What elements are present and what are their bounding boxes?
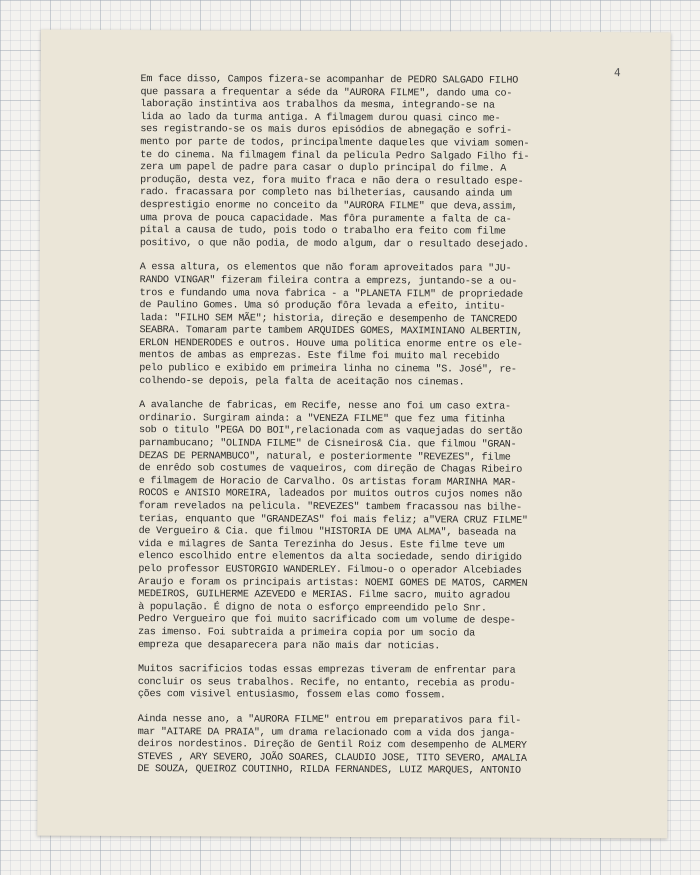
text-line: deiros nordestinos. Direção de Gentil Roiz com desempenho de ALMERY bbox=[137, 739, 527, 752]
text-line: de Paulino Gomes. Uma só produção fôra levada a efeito, intitu- bbox=[139, 300, 506, 313]
page-number: 4 bbox=[613, 66, 621, 80]
text-line: elenco escolhido entre elementos da alta sociedade, sendo dirigido bbox=[138, 551, 522, 565]
typewritten-page bbox=[37, 30, 671, 839]
text-line: terias, enquanto que "GRANDEZAS" foi mais feliz; a"VERA CRUZ FILME" bbox=[138, 513, 528, 527]
text-line: laboração instintiva aos trabalhos da mesma, integrando-se na bbox=[140, 99, 495, 112]
text-line: ERLON HENDERODES e outros. Houve uma politica enorme entre os ele- bbox=[139, 337, 523, 351]
text-line: parnambucano; "OLINDA FILME" de Cisneiros& Cia. que filmou "GRAN- bbox=[138, 438, 517, 451]
paragraph bbox=[139, 262, 640, 390]
paragraph bbox=[138, 400, 639, 654]
paragraph bbox=[138, 664, 638, 704]
text-line: de Vergueiro & Cia. que filmou "HISTORIA DE UMA ALMA", baseada na bbox=[138, 526, 517, 539]
text-line: MEDEIROS, GUILHERME AZEVEDO e MERIAS. Filme sacro, muito agradou bbox=[138, 589, 510, 602]
text-line: produção, desta vez, fora muito fraca e não dera o resultado espe- bbox=[140, 174, 524, 188]
text-line: Muitos sacrificios todas essas emprezas tiveram de enfrentar para bbox=[137, 664, 516, 677]
text-line: empreza que desaparecera para não mais dar noticias. bbox=[138, 639, 441, 652]
text-line: tros e fundando uma nova fabrica - a "PLANETA FILM" de propriedade bbox=[139, 287, 523, 301]
text-line: Araujo e foram os principais artistas: NOEMI GOMES DE MATOS, CARMEN bbox=[138, 576, 528, 590]
text-line: ROCOS e ANISIO MOREIRA, ladeados por muitos outros cujos nomes não bbox=[138, 488, 523, 502]
text-line: colhendo-se depois, pela falta de aceitação nos cinemas. bbox=[139, 375, 465, 389]
text-line: positivo, o que não podia, de modo algum, dar o resultado desejado. bbox=[139, 237, 529, 251]
text-line: ções com visivel entusiasmo, fossem elas como fossem. bbox=[137, 689, 446, 702]
text-line: de enrêdo sob costumes de vaqueiros, com direção de Chagas Ribeiro bbox=[138, 463, 523, 476]
text-line: SEABRA. Tomaram parte tambem ARQUIDES GOMES, MAXIMINIANO ALBERTIN, bbox=[139, 325, 523, 339]
text-line: lida ao lado da turma antiga. A filmagem durou quasi cinco me- bbox=[140, 111, 501, 125]
text-line: uma prova de pouca capacidade. Mas fôra puramente a falta de ca- bbox=[139, 212, 512, 226]
text-line: zera um papel de padre para casar o duplo principal do filme. A bbox=[140, 162, 507, 175]
text-line: e filmagem de Horacio de Carvalho. Os artistas foram MARINHA MAR- bbox=[138, 475, 517, 489]
paragraph bbox=[138, 714, 638, 779]
text-line: sob o titulo "PEGA DO BOI",relacionada com as vaquejadas do sertão bbox=[138, 425, 523, 439]
text-line: DE SOUZA, QUEIROZ COUTINHO, RILDA FERNANDES, LUIZ MARQUES, ANTONIO bbox=[137, 764, 521, 778]
text-line: ordinario. Surgiram ainda: a "VENEZA FILME" que fez uma fitinha bbox=[139, 412, 505, 426]
text-line: Pedro Vergueiro que foi muito sacrificado com um volume de despe- bbox=[138, 614, 516, 628]
text-line: lada: "FILHO SEM MÃE"; historia, direção e desempenho de TANCREDO bbox=[139, 312, 518, 326]
text-line: Em face disso, Campos fizera-se acompanhar de PEDRO SALGADO FILHO bbox=[140, 74, 519, 87]
text-line: pital a causa de tudo, pois todo o trabalho era feito com filme bbox=[139, 225, 506, 238]
document-body bbox=[138, 74, 641, 779]
text-line: vida e milagres de Santa Terezinha do Jesus. Este filme teve um bbox=[138, 538, 505, 552]
text-line: RANDO VINGAR" fizeram fileira contra a emprezs, juntando-se a ou- bbox=[139, 274, 518, 288]
text-line: pelo professor EUSTORGIO WANDERLEY. Filmou-o o operador Alcebiades bbox=[138, 564, 522, 577]
text-line: mar "AITARE DA PRAIA", um drama relacionado com a vida dos janga- bbox=[137, 726, 516, 740]
text-line: mento por parte de todos, principalmente daqueles que viviam somen- bbox=[140, 137, 530, 150]
text-line: DEZAS DE PERNAMBUCO", natural, e posteriormente "REVEZES", filme bbox=[138, 450, 511, 464]
text-line: rado. fracassara por completo nas bilheterias, causando ainda um bbox=[140, 187, 512, 201]
text-line: Ainda nesse ano, a "AURORA FILME" entrou em preparativos para fil- bbox=[137, 713, 522, 727]
text-line: desprestigio enorme no conceito da "AURORA FILME" que deva,assim, bbox=[139, 200, 518, 213]
text-line: mentos de ambas as emprezas. Este filme foi muito mal recebido bbox=[139, 350, 500, 364]
text-line: que passara a frequentar a séde da "AURORA FILME", dando uma co- bbox=[140, 86, 513, 100]
text-line: STEVES , ARY SEVERO, JOÃO SOARES, CLAUDIO JOSE, TITO SEVERO, AMALIA bbox=[137, 751, 527, 765]
text-line: concluir os seus trabalhos. Recife, no entanto, recebia as produ- bbox=[137, 676, 516, 690]
text-line: A avalanche de fabricas, em Recife, nesse ano foi um caso extra- bbox=[139, 400, 511, 413]
text-line: pelo publico e exibido em primeira linha no cinema "S. José", re- bbox=[139, 363, 517, 376]
text-line: A essa altura, os elementos que não foram aproveitados para "JU- bbox=[139, 262, 512, 275]
text-line: à população. É digno de nota o esforço empreendido pelo Snr. bbox=[138, 601, 487, 615]
text-line: foram revelados na pelicula. "REVEZES" tambem fracassou nas bilhe- bbox=[138, 501, 522, 514]
paragraph bbox=[140, 74, 641, 252]
text-line: ses registrando-se os mais duros episódios de abnegação e sofri- bbox=[140, 124, 513, 138]
text-line: te do cinema. Na filmagem final da pelicula Pedro Salgado Filho fi- bbox=[140, 149, 530, 163]
text-line: zas imenso. Foi subtraida a primeira copia por um socio da bbox=[138, 626, 475, 640]
